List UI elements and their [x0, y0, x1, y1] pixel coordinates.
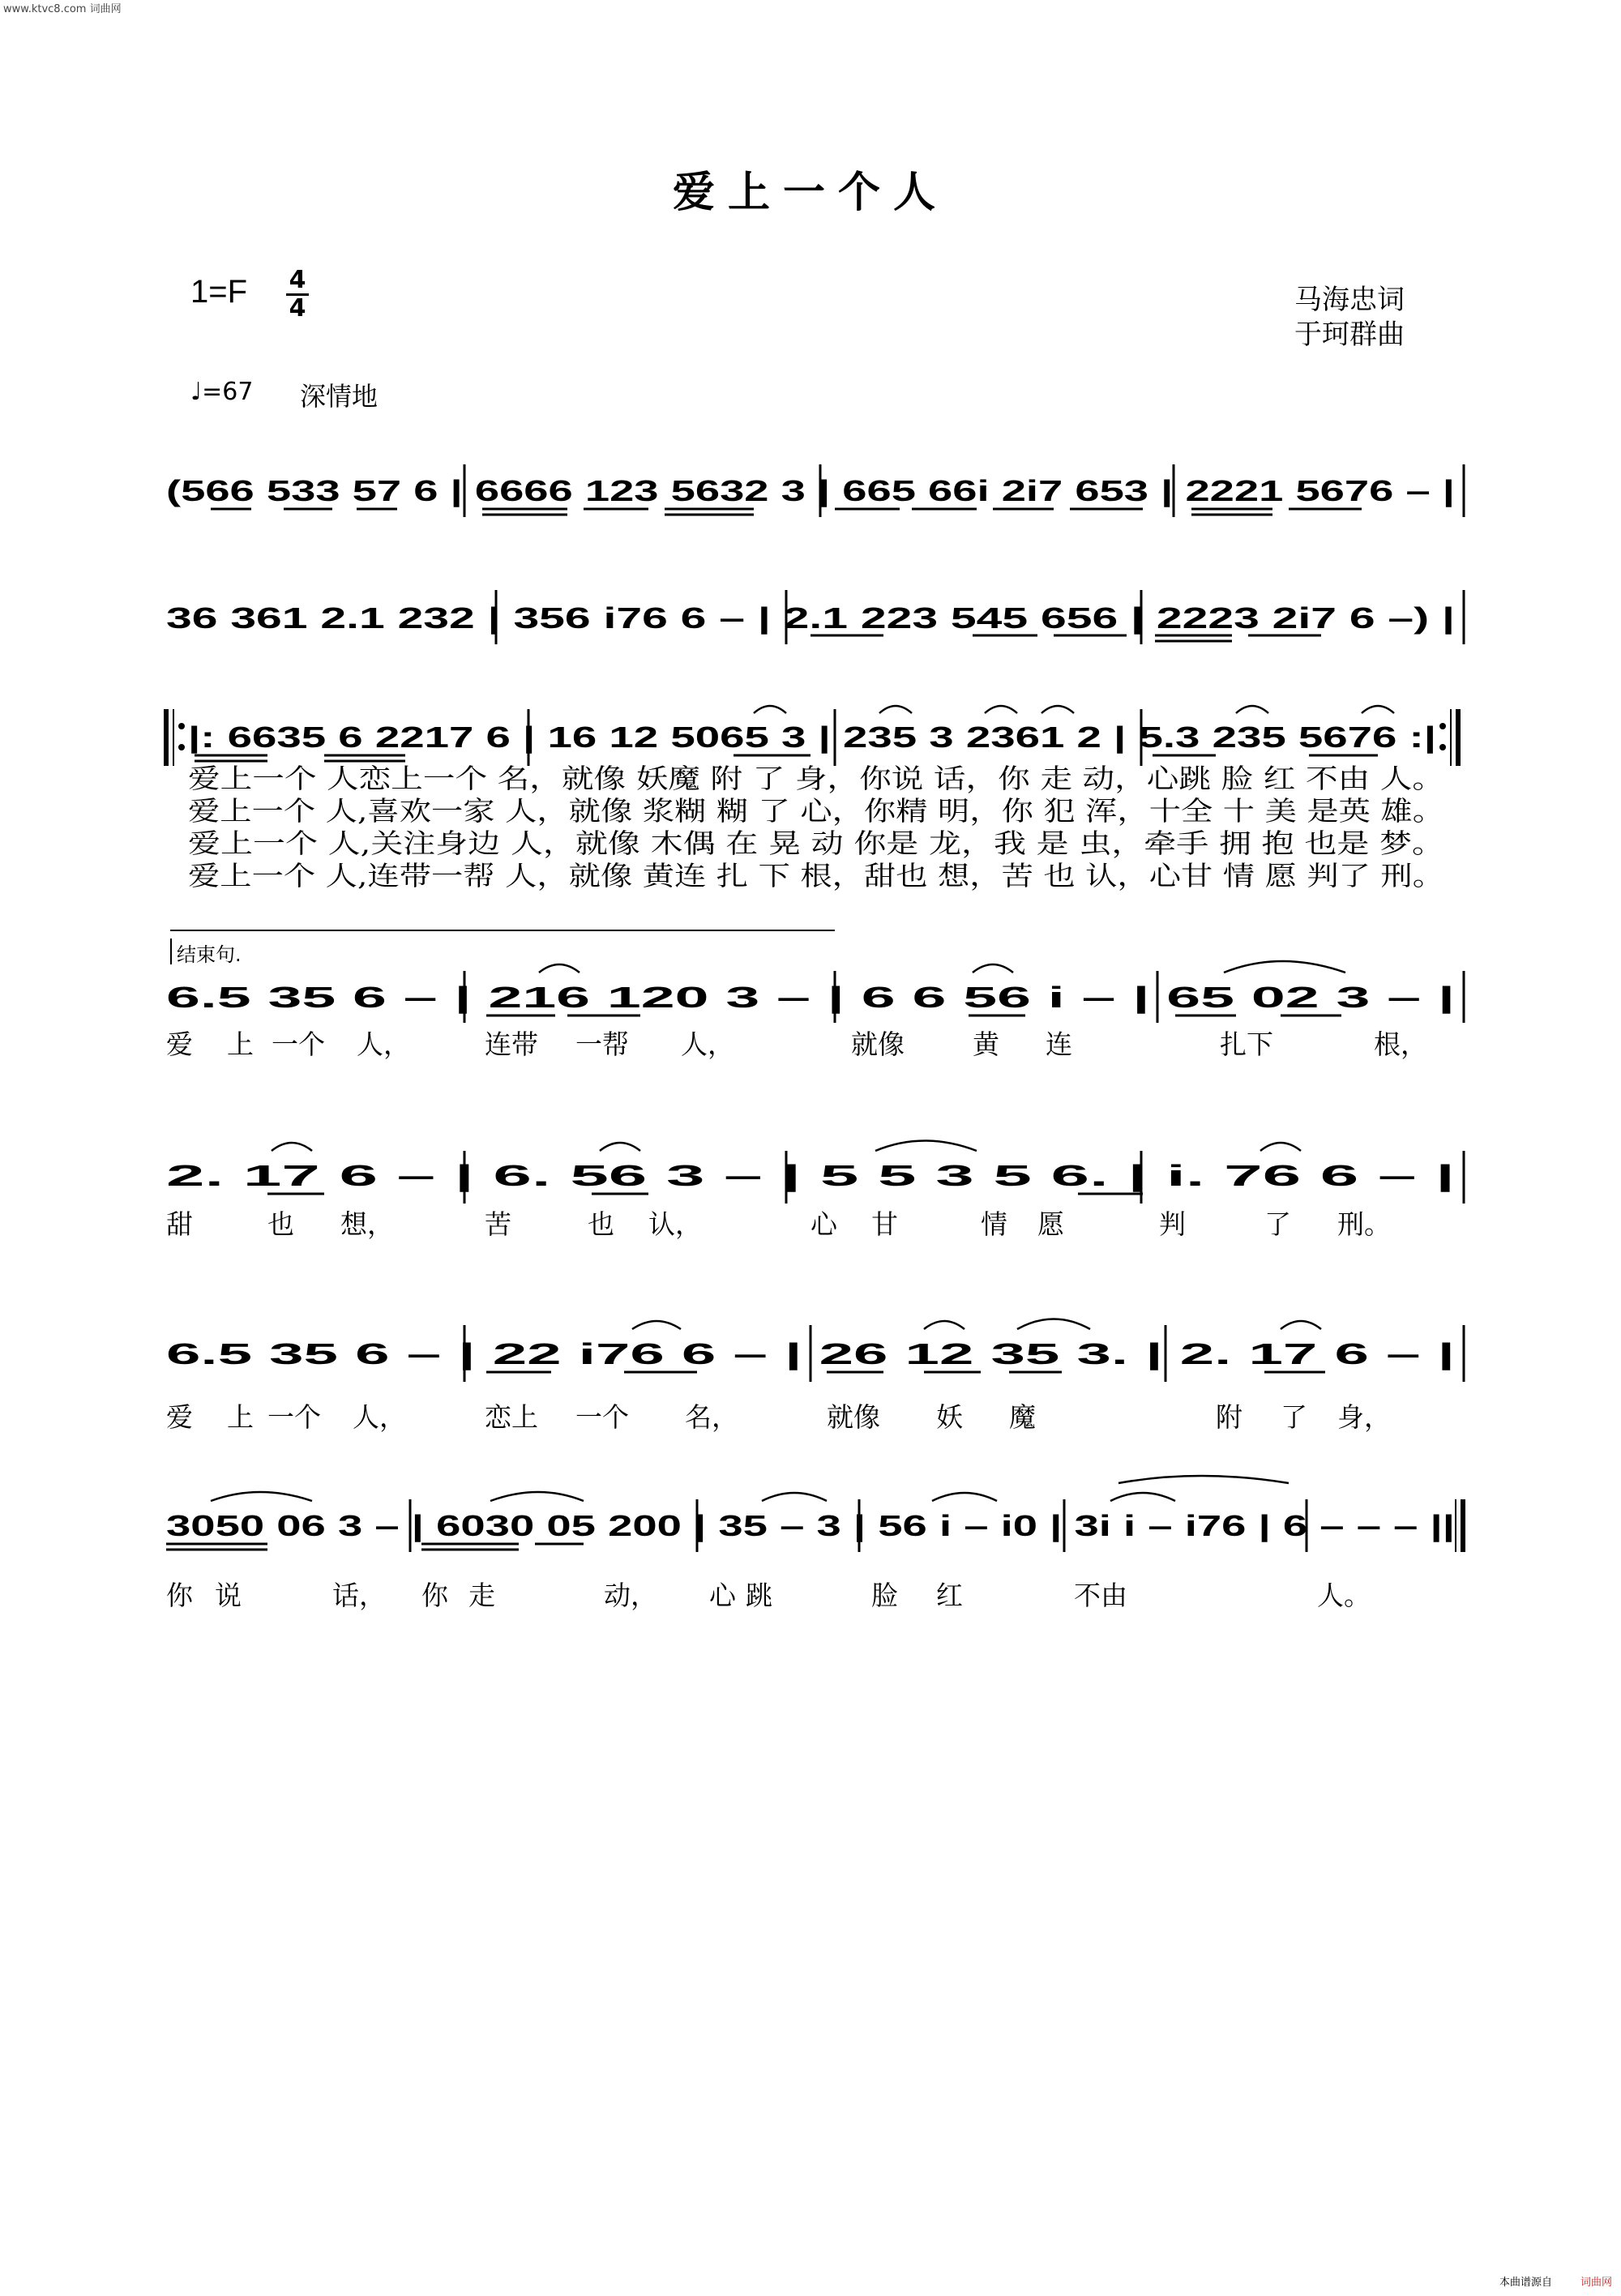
lyric: 也: [588, 1208, 614, 1240]
lyric: 扎下: [1220, 1028, 1273, 1060]
time-sig-top: 4: [289, 266, 306, 294]
lyric: 名，: [685, 1401, 738, 1433]
ending-label: 结束句.: [170, 938, 242, 964]
lyric: 人，: [681, 1028, 734, 1060]
lyric: 身，: [1337, 1401, 1391, 1433]
footer-site-label[interactable]: 词曲网: [1580, 2277, 1613, 2289]
key-signature: 1=F: [190, 274, 248, 310]
lyric: 不由: [1074, 1580, 1127, 1611]
notes-row-2: 36 361 2.1 232 | 356 i76 6 – | 2.1 223 545 656 | 2223 2i7 6 –) |: [166, 601, 980, 635]
expression-marking: 深情地: [300, 381, 379, 412]
lyric: 也: [267, 1208, 294, 1240]
lyric: 上: [227, 1401, 254, 1433]
verse-lyrics-2: 爱上一个 人,喜欢一家 人，就像 浆糊 糊 了 心，你精 明，你 犯 浑，十全 十 美 是英 雄。: [188, 795, 1444, 827]
lyric: 话，: [332, 1580, 386, 1611]
verse-lyrics-4: 爱上一个 人,连带一帮 人，就像 黄连 扎 下 根，甜也 想，苦 也 认，心甘 情 愿 判了 刑。: [188, 860, 1444, 891]
lyric: 了: [1281, 1401, 1307, 1433]
lyric: 连: [1046, 1028, 1072, 1060]
lyric: 你: [166, 1580, 193, 1611]
row6-lyrics: [166, 1401, 1391, 1433]
lyric: 苦: [485, 1208, 511, 1240]
lyric: 恋上: [485, 1401, 538, 1433]
lyric: 上: [227, 1028, 254, 1060]
lyric: 一个: [272, 1028, 325, 1060]
lyric: 人，: [353, 1401, 406, 1433]
lyric: 一个: [267, 1401, 321, 1433]
lyric: 妖: [936, 1401, 963, 1433]
notes-row-7: 3050 06 3 – | 6030 05 200 | 35 – 3 | 56 i – i0 | 3i i – i76 | 6 – – – ||: [166, 1509, 1019, 1542]
lyric: 想，: [340, 1208, 394, 1240]
lyric: 根，: [1374, 1028, 1427, 1060]
lyric: 连带: [485, 1028, 538, 1060]
song-title: 爱上一个人: [672, 168, 948, 217]
lyric: 就像: [827, 1401, 880, 1433]
lyric: 你: [421, 1580, 448, 1611]
notes-row-6: 6.5 35 6 – | 22 i76 6 – | 26 12 35 3. | 2. 17 6 – |: [166, 1337, 775, 1370]
lyric: 了: [1264, 1208, 1291, 1240]
lyric: 脸: [871, 1580, 898, 1611]
lyric: 跳: [746, 1580, 772, 1611]
lyric: 一帮: [575, 1028, 629, 1060]
lyric: 情: [981, 1208, 1007, 1240]
tempo-marking: ♩=67: [190, 378, 254, 406]
lyric: 人。: [1317, 1580, 1371, 1611]
lyric: 心: [709, 1580, 736, 1611]
verse-lyrics-1: 爱上一个 人恋上一个 名，就像 妖魔 附 了 身，你说 话，你 走 动，心跳 脸 红 不由 人。: [188, 763, 1444, 794]
row5-lyrics: [166, 1208, 1391, 1240]
beam-underlines: [166, 509, 1378, 1550]
lyric: 走: [468, 1580, 495, 1611]
lyric: 爱: [166, 1401, 193, 1433]
notes-row-3: |: 6635 6 2217 6 | 16 12 5065 3 | 235 3 2361 2 | 5.3 235 5676 :|: [188, 720, 1012, 754]
lyric: 魔: [1009, 1401, 1036, 1433]
verse-lyrics-3: 爱上一个 人,关注身边 人，就像 木偶 在 晃 动 你是 龙，我 是 虫，牵手 拥 抱 也是 梦。: [188, 827, 1445, 859]
lyric: 附: [1216, 1401, 1242, 1433]
composer: 于珂群曲: [1294, 319, 1405, 351]
lyric: 人，: [357, 1028, 410, 1060]
footer-source-label: 本曲谱源自: [1499, 2277, 1553, 2289]
lyric: 刑。: [1337, 1208, 1391, 1240]
lyric: 认，: [648, 1208, 702, 1240]
lyric: 甜: [166, 1208, 193, 1240]
lyricist: 马海忠词: [1294, 284, 1405, 316]
lyric: 爱: [166, 1028, 193, 1060]
lyric: 动，: [604, 1580, 657, 1611]
notes-row-4: 6.5 35 6 – | 216 120 3 – | 6 6 56 i – | 65 02 3 – |: [166, 981, 783, 1014]
lyric: 心: [810, 1208, 837, 1240]
lyric: 愿: [1037, 1208, 1064, 1240]
notes-row-5: 2. 17 6 – | 6. 56 3 – | 5 5 3 5 6. | i. 76 6 – |: [166, 1159, 710, 1192]
lyric: 红: [936, 1580, 963, 1611]
lyric: 就像: [851, 1028, 905, 1060]
notes-row-1: (566 533 57 6 | 6666 123 5632 3 | 665 66i 2i7 653 | 2221 5676 – |: [166, 474, 1020, 507]
row7-lyrics: [166, 1580, 1371, 1611]
row4-lyrics: [166, 1028, 1427, 1060]
lyric: 黄: [973, 1028, 999, 1060]
site-label: www.ktvc8.com 词曲网: [3, 3, 122, 15]
lyric: 一个: [575, 1401, 629, 1433]
lyric: 说: [215, 1580, 242, 1611]
lyric: 甘: [871, 1208, 898, 1240]
lyric: 判: [1159, 1208, 1186, 1240]
time-sig-bottom: 4: [289, 294, 306, 323]
